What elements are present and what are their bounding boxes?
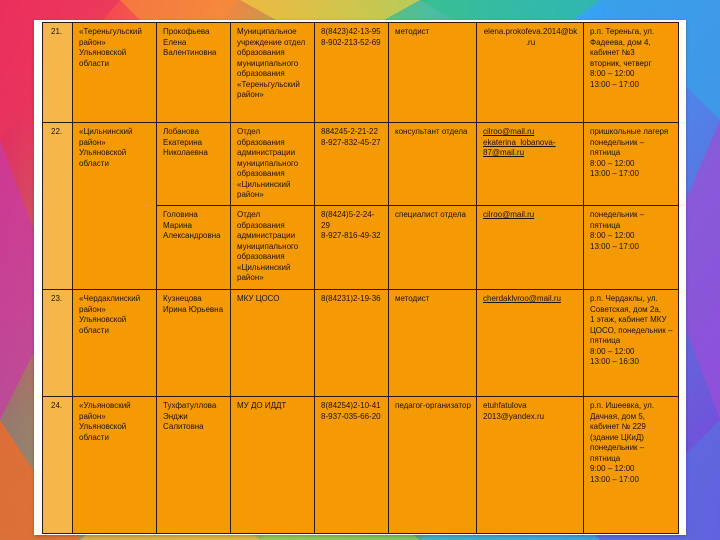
row-number: 22. [43, 123, 73, 290]
table-row [43, 23, 679, 123]
row-number: 21. [43, 23, 73, 123]
address-schedule-cell: понедельник – пятница 8:00 – 12:00 13:00 – 17:00 [584, 206, 679, 290]
contact-name-cell: Головина Марина Александровна [157, 206, 231, 290]
row-number: 24. [43, 397, 73, 534]
position-cell: консультант отдела [389, 123, 477, 206]
email-cell: etuhfatulova 2013@yandex.ru [477, 397, 584, 534]
table-row [43, 397, 679, 534]
contacts-table [42, 22, 679, 534]
organization-cell: Отдел образования администрации муниципального образования «Цильнинский район» [231, 206, 315, 290]
district-cell: «Цильнинский район» Ульяновской области [73, 123, 157, 290]
row-number: 23. [43, 290, 73, 397]
organization-cell: МКУ ЦОСО [231, 290, 315, 397]
email-link[interactable]: cilroo@mail.ru [477, 206, 584, 290]
address-schedule-cell: р.п. Ишеевка, ул. Дачная, дом 5, кабинет № 229 (здание ЦКиД) понедельник – пятница 9:00 – 12:00 13:00 – 17:00 [584, 397, 679, 534]
position-cell: методист [389, 290, 477, 397]
position-cell: специалист отдела [389, 206, 477, 290]
district-cell: «Тереньгульский район» Ульяновской области [73, 23, 157, 123]
organization-cell: Отдел образования администрации муниципального образования «Цильнинский район» [231, 123, 315, 206]
table-row [43, 290, 679, 397]
address-schedule-cell: р.п. Чердаклы, ул. Советская, дом 2а, 1 этаж, кабинет МКУ ЦОСО, понедельник – пятница 8:00 – 12:00 13:00 – 16:30 [584, 290, 679, 397]
contact-name-cell: Тухфатуллова Энджи Салитовна [157, 397, 231, 534]
email-link[interactable]: cherdaklvroo@mail.ru [477, 290, 584, 397]
contact-name-cell: Кузнецова Ирина Юрьевна [157, 290, 231, 397]
position-cell: методист [389, 23, 477, 123]
organization-cell: МУ ДО ИДДТ [231, 397, 315, 534]
phone-cell: 8(8423)42-13-95 8-902-213-52-69 [315, 23, 389, 123]
phone-cell: 8(84254)2-10-41 8-937-035-66-20 [315, 397, 389, 534]
contact-name-cell: Лобанова Екатерина Николаевна [157, 123, 231, 206]
email-link[interactable]: cilroo@mail.ru ekaterina_lobanova-87@mail.ru [477, 123, 584, 206]
phone-cell: 8(84231)2-19-36 [315, 290, 389, 397]
address-schedule-cell: пришкольные лагеря понедельник – пятница 8:00 – 12:00 13:00 – 17:00 [584, 123, 679, 206]
phone-cell: 8(8424)5-2-24-29 8-927-816-49-32 [315, 206, 389, 290]
position-cell: педагог-организатор [389, 397, 477, 534]
contact-name-cell: Прокофьева Елена Валентиновна [157, 23, 231, 123]
organization-cell: Муниципальное учреждение отдел образования муниципального образования «Тереньгульский район» [231, 23, 315, 123]
address-schedule-cell: р.п. Тереньга, ул. Фадеева, дом 4, кабинет №3 вторник, четверг 8:00 – 12:00 13:00 – 17:00 [584, 23, 679, 123]
email-cell: elena.prokofeva.2014@bk.ru [477, 23, 584, 123]
document-page [34, 20, 686, 535]
district-cell: «Ульяновский район» Ульяновской области [73, 397, 157, 534]
district-cell: «Чердаклинский район» Ульяновской области [73, 290, 157, 397]
table-row [43, 123, 679, 206]
phone-cell: 884245-2-21-22 8-927-832-45-27 [315, 123, 389, 206]
